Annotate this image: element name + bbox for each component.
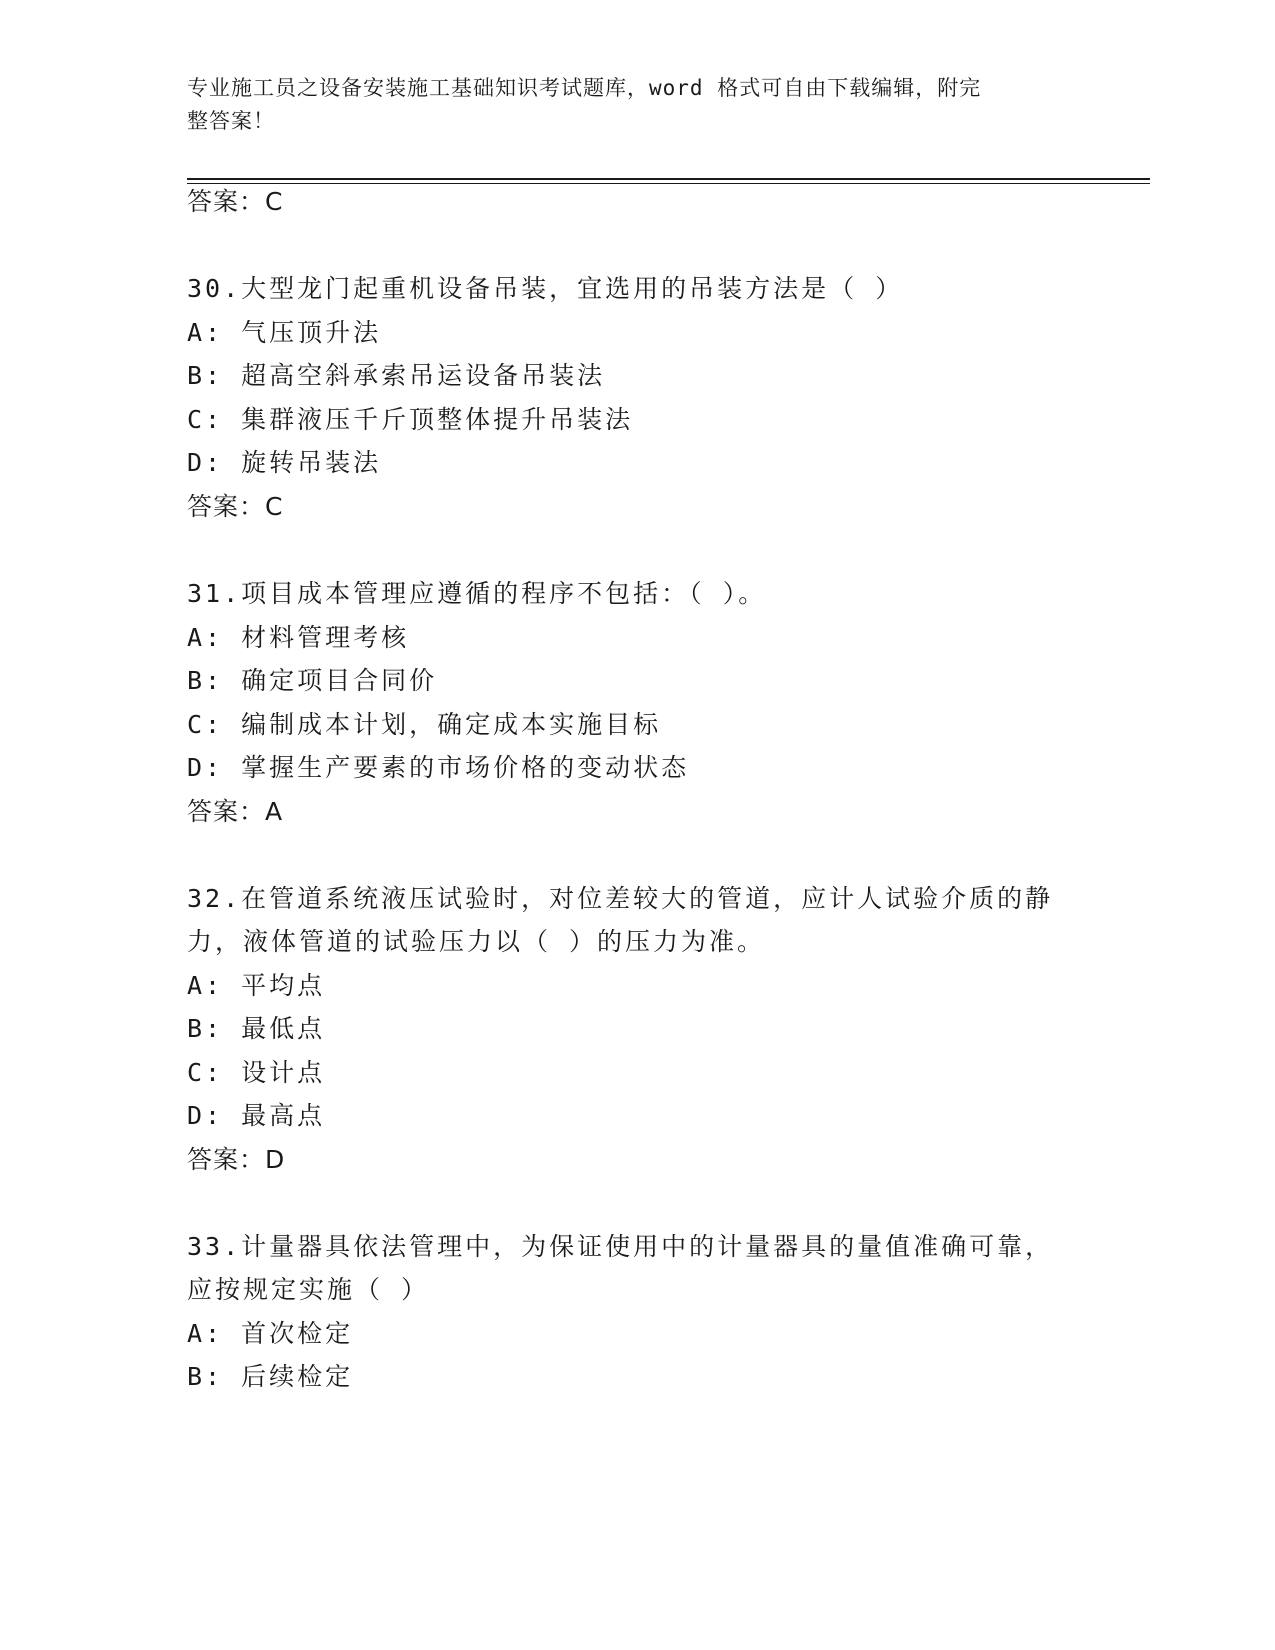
header-divider — [187, 178, 1150, 184]
question-33-text-line-2: 应按规定实施（ ） — [187, 1275, 430, 1304]
answer-label: 答案： — [187, 492, 266, 521]
answer-label: 答案： — [187, 797, 266, 826]
question-31-option-b: B: 确定项目合同价 — [187, 666, 438, 695]
answer-label: 答案： — [187, 1145, 266, 1174]
question-31-text: 31.项目成本管理应遵循的程序不包括：（ ）。 — [187, 579, 767, 608]
question-32-option-a: A: 平均点 — [187, 971, 326, 1000]
question-30-option-d: D: 旋转吊装法 — [187, 448, 382, 477]
question-32-text-line-1: 32.在管道系统液压试验时，对位差较大的管道，应计人试验介质的静 — [187, 884, 1054, 913]
answer-value: C — [265, 187, 284, 216]
question-33-option-b: B: 后续检定 — [187, 1362, 354, 1391]
header-title-line-1: 专业施工员之设备安装施工基础知识考试题库，word 格式可自由下载编辑，附完 — [187, 76, 982, 100]
question-31-answer — [187, 796, 283, 828]
question-30-option-b: B: 超高空斜承索吊运设备吊装法 — [187, 361, 606, 390]
question-30-option-a: A: 气压顶升法 — [187, 318, 382, 347]
answer-value: A — [265, 797, 284, 826]
answer-line — [187, 186, 283, 218]
document-header — [187, 72, 1067, 138]
question-30-text: 30.大型龙门起重机设备吊装，宜选用的吊装方法是（ ） — [187, 274, 904, 303]
question-32-answer — [187, 1144, 285, 1176]
answer-value: C — [265, 492, 284, 521]
question-33-text-line-1: 33.计量器具依法管理中，为保证使用中的计量器具的量值准确可靠， — [187, 1232, 1054, 1261]
question-32-option-b: B: 最低点 — [187, 1014, 326, 1043]
header-title-line-2: 整答案！ — [187, 109, 275, 133]
question-31-option-a: A: 材料管理考核 — [187, 623, 410, 652]
question-32-option-d: D: 最高点 — [187, 1101, 326, 1130]
question-30-answer — [187, 491, 283, 523]
answer-label: 答案： — [187, 187, 266, 216]
question-33-option-a: A: 首次检定 — [187, 1319, 354, 1348]
answer-value: D — [265, 1145, 286, 1174]
question-31-option-c: C: 编制成本计划，确定成本实施目标 — [187, 710, 662, 739]
question-30-option-c: C: 集群液压千斤顶整体提升吊装法 — [187, 405, 634, 434]
question-32-option-c: C: 设计点 — [187, 1058, 326, 1087]
question-32-text-line-2: 力，液体管道的试验压力以（ ）的压力为准。 — [187, 927, 766, 956]
question-31-option-d: D: 掌握生产要素的市场价格的变动状态 — [187, 753, 690, 782]
